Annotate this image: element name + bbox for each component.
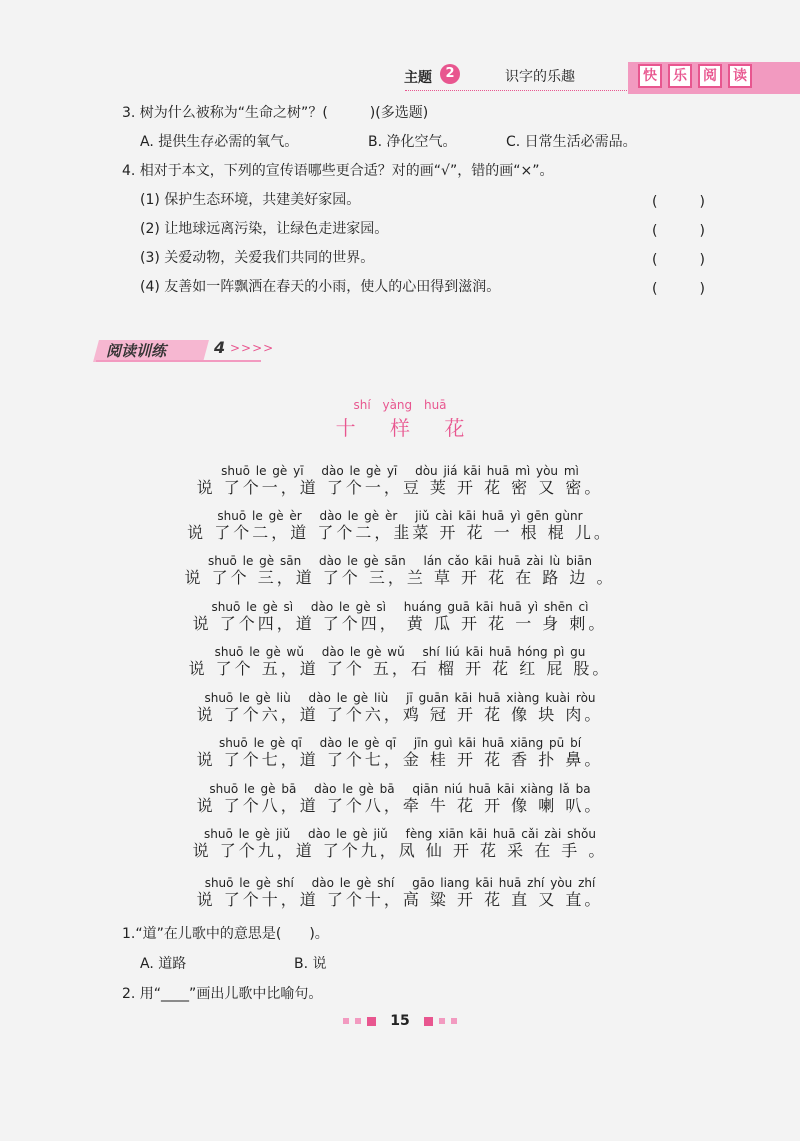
poem-line-pinyin: shuō le gè jiǔ dào le gè jiǔ fèng xiān kāi huā cǎi zài shǒu: [203, 827, 596, 841]
poem-line: [0, 509, 800, 543]
question-3: 3. 树为什么被称为“生命之树”？( )(多选题): [122, 105, 429, 121]
poem-line-text: 说 了个四，道 了个四， 黄 瓜 开 花 一 身 刺。: [192, 614, 608, 633]
q4-answer-blank-1[interactable]: ( ): [652, 194, 705, 210]
poem-line: [0, 736, 800, 770]
q1-option-a: A. 道路: [140, 956, 187, 972]
badge-char: 阅: [698, 64, 722, 88]
poem-line: [0, 876, 800, 910]
poem-line-text: 说 了个二，道 了个二，韭菜 开 花 一 根 棍 儿。: [187, 523, 613, 542]
poem-line-text: 说 了个十，道 了个十，高 粱 开 花 直 又 直。: [196, 890, 604, 909]
poem-title-pinyin: shí yàng huā: [353, 398, 447, 412]
poem-line-text: 说 了个七，道 了个七，金 桂 开 花 香 扑 鼻。: [196, 750, 604, 769]
banner-number: 4: [214, 338, 226, 357]
reading-practice-banner: [96, 336, 275, 364]
badge-char: 乐: [668, 64, 692, 88]
question-1: 1.“道”在儿歌中的意思是( )。: [122, 926, 329, 942]
poem-line-pinyin: shuō le gè liù dào le gè liù jī guān kāi huā xiàng kuài ròu: [204, 691, 596, 705]
poem-line: [0, 600, 800, 634]
q3-option-a: A. 提供生存必需的氧气。: [140, 134, 299, 150]
poem-line-pinyin: shuō le gè qī dào le gè qī jīn guì kāi huā xiāng pū bí: [218, 736, 582, 750]
q3-option-c: C. 日常生活必需品。: [506, 134, 637, 150]
page-footer: [0, 1013, 800, 1029]
poem-line-text: 说 了个六，道 了个六，鸡 冠 开 花 像 块 肉。: [196, 705, 604, 724]
q4-item-4: (4) 友善如一阵飘洒在春天的小雨，使人的心田得到滋润。: [140, 279, 501, 295]
poem-line-pinyin: shuō le gè yī dào le gè yī dòu jiá kāi huā mì yòu mì: [221, 464, 579, 478]
banner-label: 阅读训练: [106, 342, 167, 360]
poem-line-pinyin: shuō le gè bā dào le gè bā qiān niú huā kāi xiàng lǎ ba: [209, 782, 591, 796]
poem-line-pinyin: shuō le gè sān dào le gè sān lán cǎo kāi huā zài lù biān: [208, 554, 592, 568]
badge-char: 读: [728, 64, 752, 88]
poem-line-pinyin: shuō le gè èr dào le gè èr jiǔ cài kāi huā yì gēn gùnr: [217, 509, 583, 523]
footer-decoration: [367, 1017, 376, 1026]
poem-line-pinyin: shuō le gè sì dào le gè sì huáng guā kāi huā yì shēn cì: [211, 600, 589, 614]
footer-decoration: [355, 1018, 361, 1024]
poem-line-text: 说 了个八，道 了个八，牵 牛 花 开 像 喇 叭。: [196, 796, 604, 815]
poem-title: 十 样 花: [335, 416, 479, 440]
poem-line-pinyin: shuō le gè shí dào le gè shí gāo liang kāi huā zhí yòu zhí: [204, 876, 596, 890]
q4-item-3: (3) 关爱动物，关爱我们共同的世界。: [140, 250, 375, 266]
q1-option-b: B. 说: [294, 956, 327, 972]
banner-underline: [96, 360, 261, 362]
poem-line: [0, 691, 800, 725]
q4-answer-blank-2[interactable]: ( ): [652, 223, 705, 239]
footer-decoration: [343, 1018, 349, 1024]
q4-item-1: (1) 保护生态环境，共建美好家园。: [140, 192, 361, 208]
q3-option-b: B. 净化空气。: [368, 134, 457, 150]
topic-label: 主题: [404, 70, 432, 86]
banner-arrows: >>>>: [230, 341, 275, 355]
poem-line: [0, 464, 800, 498]
topic-number: 2: [440, 64, 460, 84]
poem-line-text: 说 了个 三，道 了个 三，兰 草 开 花 在 路 边 。: [184, 568, 616, 587]
poem-line: [0, 645, 800, 679]
question-4: 4. 相对于本文，下列的宣传语哪些更合适？对的画“√”，错的画“×”。: [122, 163, 554, 179]
header-divider: [405, 90, 627, 91]
section-badge: [628, 62, 800, 94]
unit-title: 识字的乐趣: [505, 69, 575, 85]
page-number: 15: [390, 1013, 410, 1029]
question-2: 2. 用“____”画出儿歌中比喻句。: [122, 986, 323, 1002]
poem-line-text: 说 了个 五，道 了个 五，石 榴 开 花 红 屁 股。: [188, 659, 612, 678]
poem-line: [0, 554, 800, 588]
q4-answer-blank-4[interactable]: ( ): [652, 281, 705, 297]
page-header: [0, 58, 800, 98]
badge-char: 快: [638, 64, 662, 88]
footer-decoration: [451, 1018, 457, 1024]
footer-decoration: [439, 1018, 445, 1024]
poem-line: [0, 827, 800, 861]
footer-decoration: [424, 1017, 433, 1026]
q4-item-2: (2) 让地球远离污染，让绿色走进家园。: [140, 221, 389, 237]
poem-line-pinyin: shuō le gè wǔ dào le gè wǔ shí liú kāi huā hóng pì gu: [214, 645, 586, 659]
poem-line-text: 说 了个九，道 了个九，凤 仙 开 花 采 在 手 。: [192, 841, 608, 860]
q4-answer-blank-3[interactable]: ( ): [652, 252, 705, 268]
poem-line: [0, 782, 800, 816]
poem-line-text: 说 了个一，道 了个一，豆 荚 开 花 密 又 密。: [196, 478, 604, 497]
